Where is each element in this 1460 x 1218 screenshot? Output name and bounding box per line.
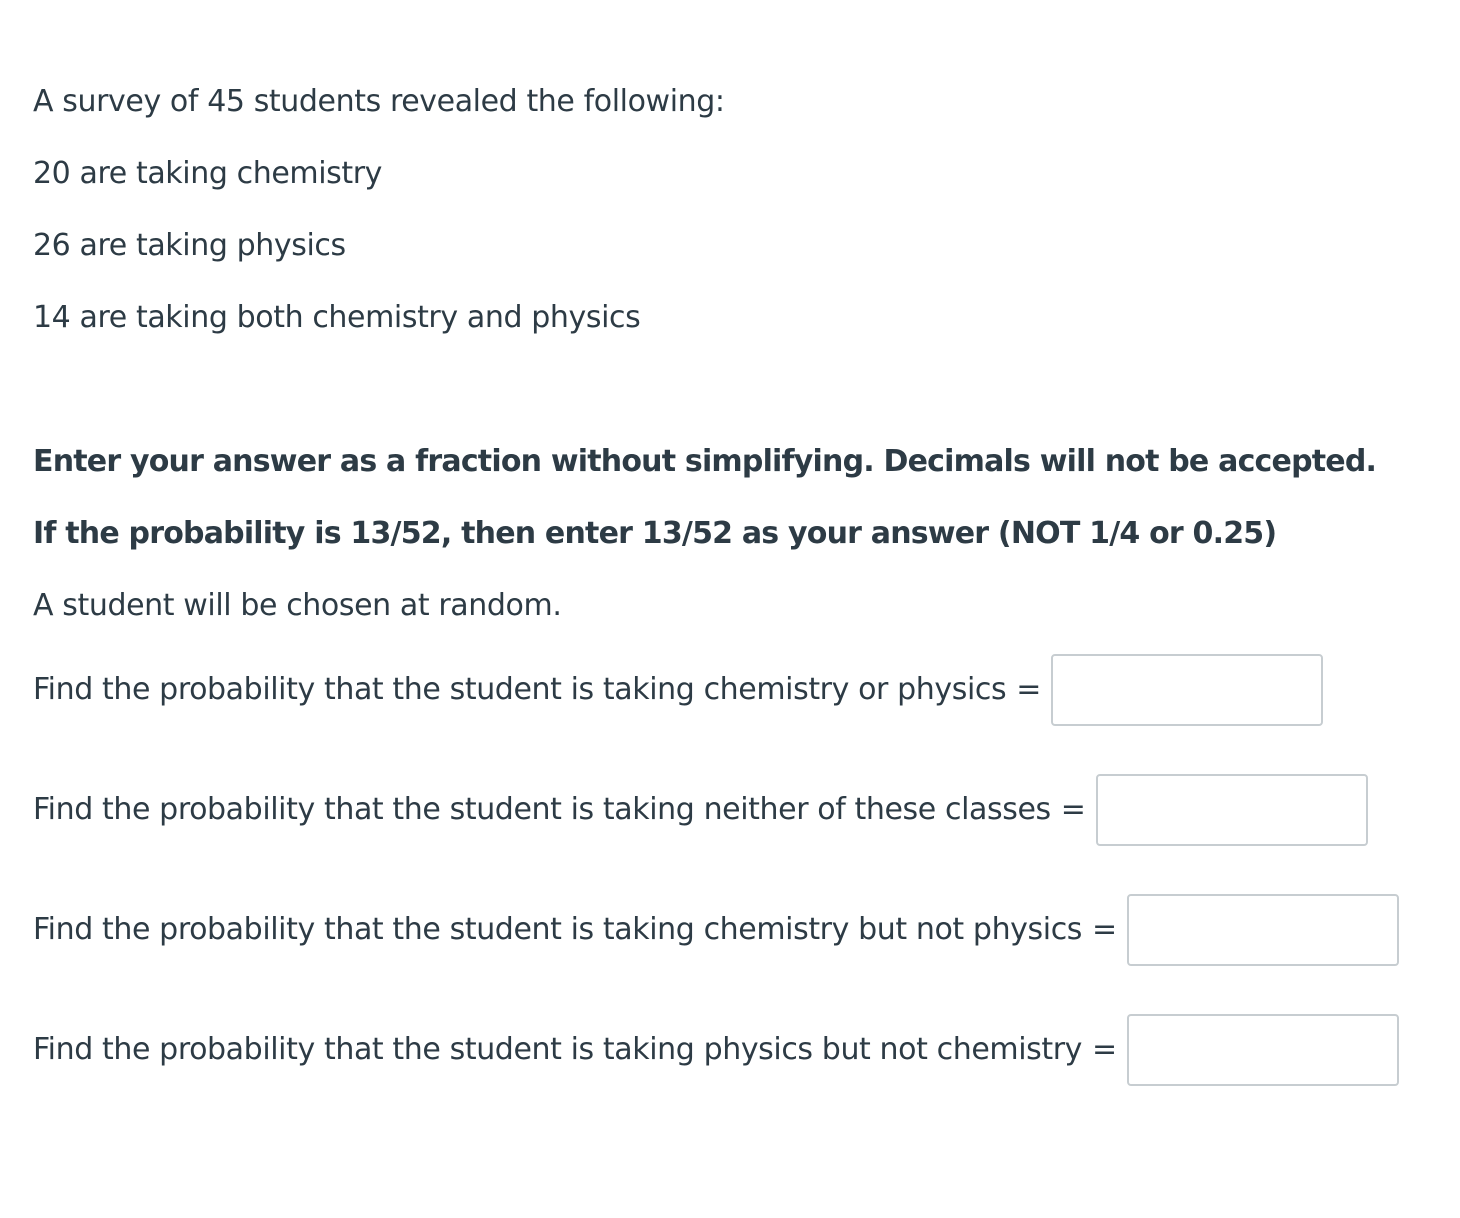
fact-chemistry: 20 are taking chemistry [33,156,383,191]
equals-sign: = [1016,672,1041,707]
equals-sign: = [1092,912,1117,947]
question-neither [33,774,1368,846]
answer-input-chem-or-phys[interactable] [1051,654,1323,726]
instruction-example: If the probability is 13/52, then enter 13/52 as your answer (NOT 1/4 or 0.25) [33,516,1277,551]
setup-text: A student will be chosen at random. [33,588,562,623]
question-text: Find the probability that the student is taking neither of these classes [33,792,1051,827]
question-text: Find the probability that the student is taking chemistry or physics [33,672,1007,707]
question-text: Find the probability that the student is taking physics but not chemistry [33,1032,1083,1067]
answer-input-chem-not-phys[interactable] [1127,894,1399,966]
survey-intro: A survey of 45 students revealed the following: [33,84,725,119]
question-chem-or-phys [33,654,1323,726]
question-chem-not-phys [33,894,1399,966]
fact-physics: 26 are taking physics [33,228,346,263]
question-text: Find the probability that the student is taking chemistry but not physics [33,912,1083,947]
fact-both: 14 are taking both chemistry and physics [33,300,641,335]
answer-input-neither[interactable] [1096,774,1368,846]
answer-input-phys-not-chem[interactable] [1127,1014,1399,1086]
equals-sign: = [1092,1032,1117,1067]
equals-sign: = [1060,792,1086,827]
question-phys-not-chem [33,1014,1399,1086]
instruction-fraction: Enter your answer as a fraction without simplifying. Decimals will not be accepted. [33,444,1377,479]
